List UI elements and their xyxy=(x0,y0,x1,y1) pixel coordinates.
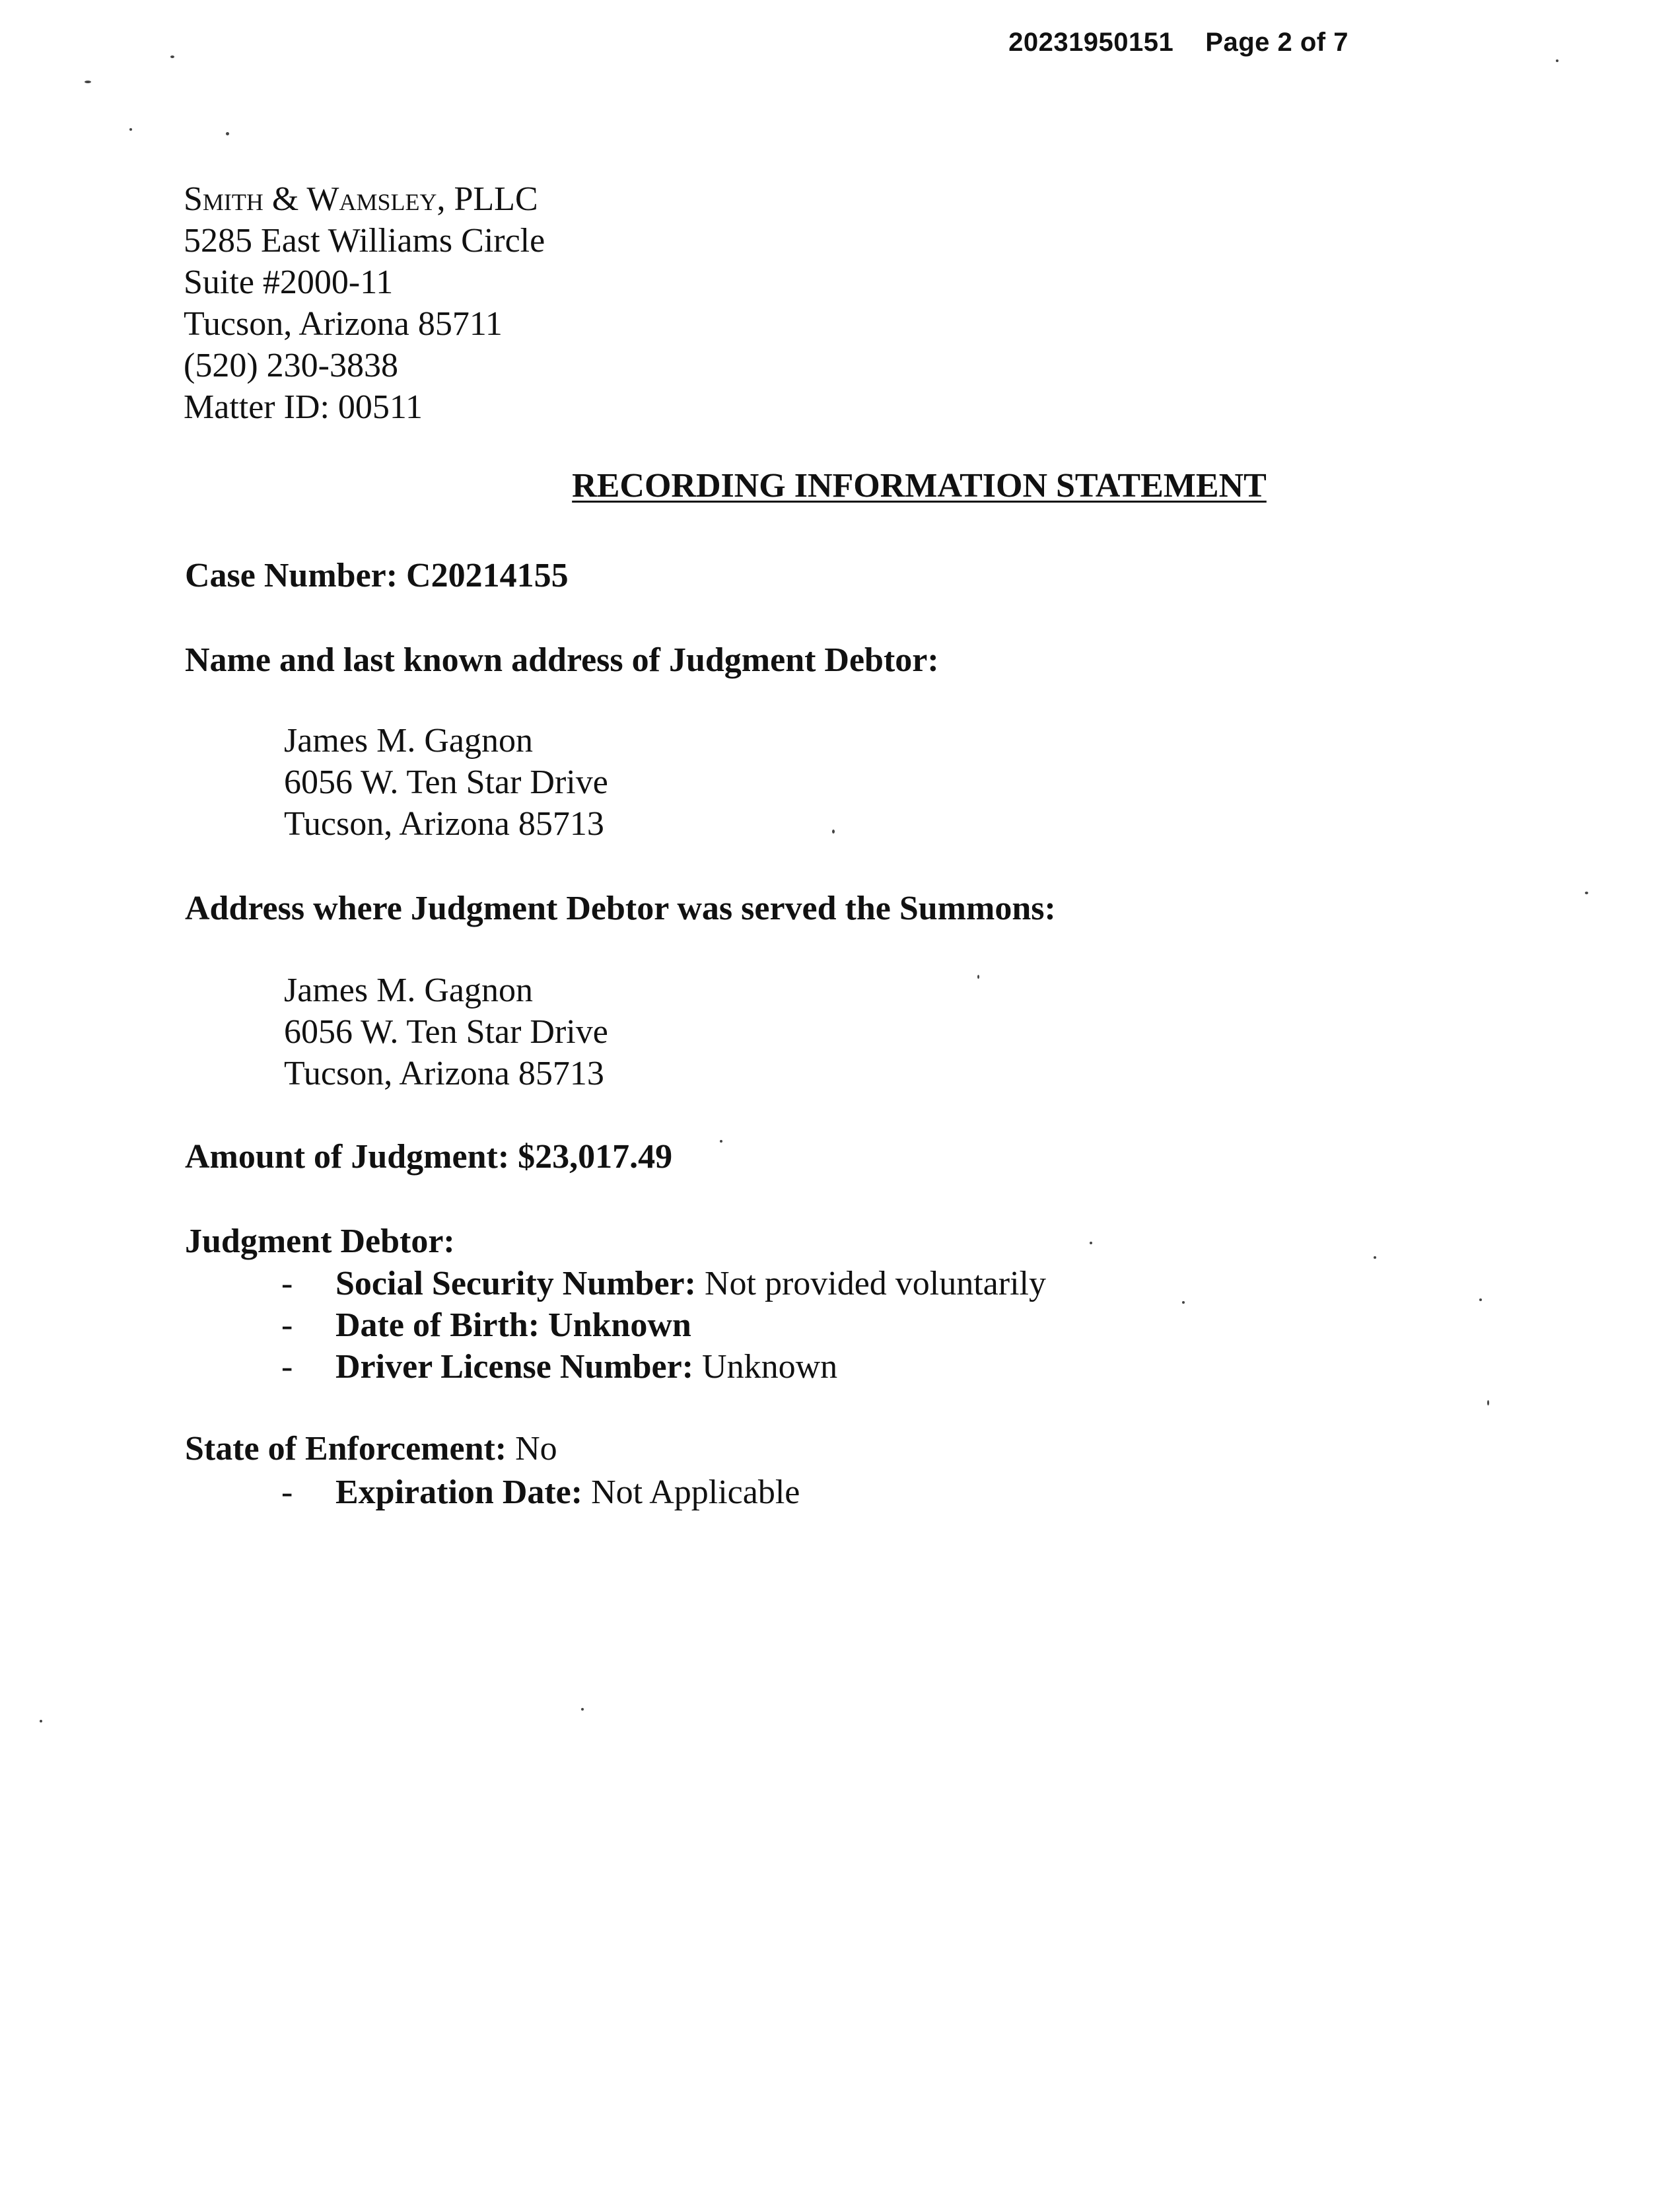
served-address-block xyxy=(284,970,608,1094)
state-of-enforcement xyxy=(185,1429,557,1468)
firm-name: Smith & Wamsley, PLLC xyxy=(184,180,538,218)
served-address-heading: Address where Judgment Debtor was served the Summons: xyxy=(185,890,1056,927)
ssn-label: Social Security Number: xyxy=(335,1265,696,1302)
scan-speck xyxy=(40,1720,42,1722)
debtor-name: James M. Gagnon xyxy=(284,722,533,760)
scan-speck xyxy=(1182,1301,1185,1304)
firm-suite: Suite #2000-11 xyxy=(184,264,394,301)
scan-speck xyxy=(581,1708,584,1711)
served-city: Tucson, Arizona 85713 xyxy=(284,1055,604,1092)
judgment-debtor-heading: Judgment Debtor: xyxy=(185,1223,455,1260)
served-name: James M. Gagnon xyxy=(284,972,533,1009)
scan-speck xyxy=(977,975,979,979)
judgment-amount: Amount of Judgment: $23,017.49 xyxy=(185,1138,673,1176)
ssn-item: - Social Security Number: Not provided voluntarily xyxy=(281,1265,1046,1302)
dob-label: Date of Birth: Unknown xyxy=(335,1306,691,1344)
dob-item: - Date of Birth: Unknown xyxy=(281,1306,691,1344)
scan-speck xyxy=(1479,1298,1482,1301)
expiration-item: - Expiration Date: Not Applicable xyxy=(281,1473,800,1511)
scan-speck xyxy=(129,128,132,131)
scan-speck xyxy=(1585,892,1588,894)
firm-street: 5285 East Williams Circle xyxy=(184,222,545,260)
scan-speck xyxy=(226,132,229,135)
scan-speck xyxy=(720,1140,722,1143)
firm-matter-id: Matter ID: 00511 xyxy=(184,388,423,426)
page-indicator: Page 2 of 7 xyxy=(1205,28,1348,57)
firm-phone: (520) 230-3838 xyxy=(184,347,398,384)
scan-speck xyxy=(1374,1256,1376,1259)
enforcement-value: No xyxy=(515,1430,557,1468)
debtor-address-heading: Name and last known address of Judgment Debtor: xyxy=(185,641,939,679)
served-street: 6056 W. Ten Star Drive xyxy=(284,1013,608,1051)
scan-speck xyxy=(832,830,835,833)
scan-speck xyxy=(1090,1242,1092,1244)
enforcement-details xyxy=(281,1471,800,1513)
debtor-address-block xyxy=(284,720,608,845)
firm-address-block xyxy=(184,178,545,428)
page-header xyxy=(1008,28,1348,57)
scan-speck xyxy=(85,81,91,83)
driver-license-label: Driver License Number: xyxy=(335,1348,694,1386)
scan-speck xyxy=(170,55,174,58)
document-title xyxy=(0,466,1680,505)
debtor-city: Tucson, Arizona 85713 xyxy=(284,805,604,843)
document-number: 20231950151 xyxy=(1008,28,1174,57)
debtor-street: 6056 W. Ten Star Drive xyxy=(284,763,608,801)
judgment-debtor-details xyxy=(281,1263,1046,1388)
firm-city: Tucson, Arizona 85711 xyxy=(184,305,503,343)
document-title-text: RECORDING INFORMATION STATEMENT xyxy=(572,467,1267,505)
driver-license-value: Unknown xyxy=(702,1348,838,1386)
expiration-value: Not Applicable xyxy=(591,1473,800,1511)
enforcement-label: State of Enforcement: xyxy=(185,1430,507,1468)
expiration-label: Expiration Date: xyxy=(335,1473,583,1511)
scan-speck xyxy=(1487,1400,1489,1405)
case-number: Case Number: C20214155 xyxy=(185,557,569,594)
ssn-value: Not provided voluntarily xyxy=(704,1265,1046,1302)
scan-speck xyxy=(1556,59,1558,62)
driver-license-item: - Driver License Number: Unknown xyxy=(281,1348,838,1386)
